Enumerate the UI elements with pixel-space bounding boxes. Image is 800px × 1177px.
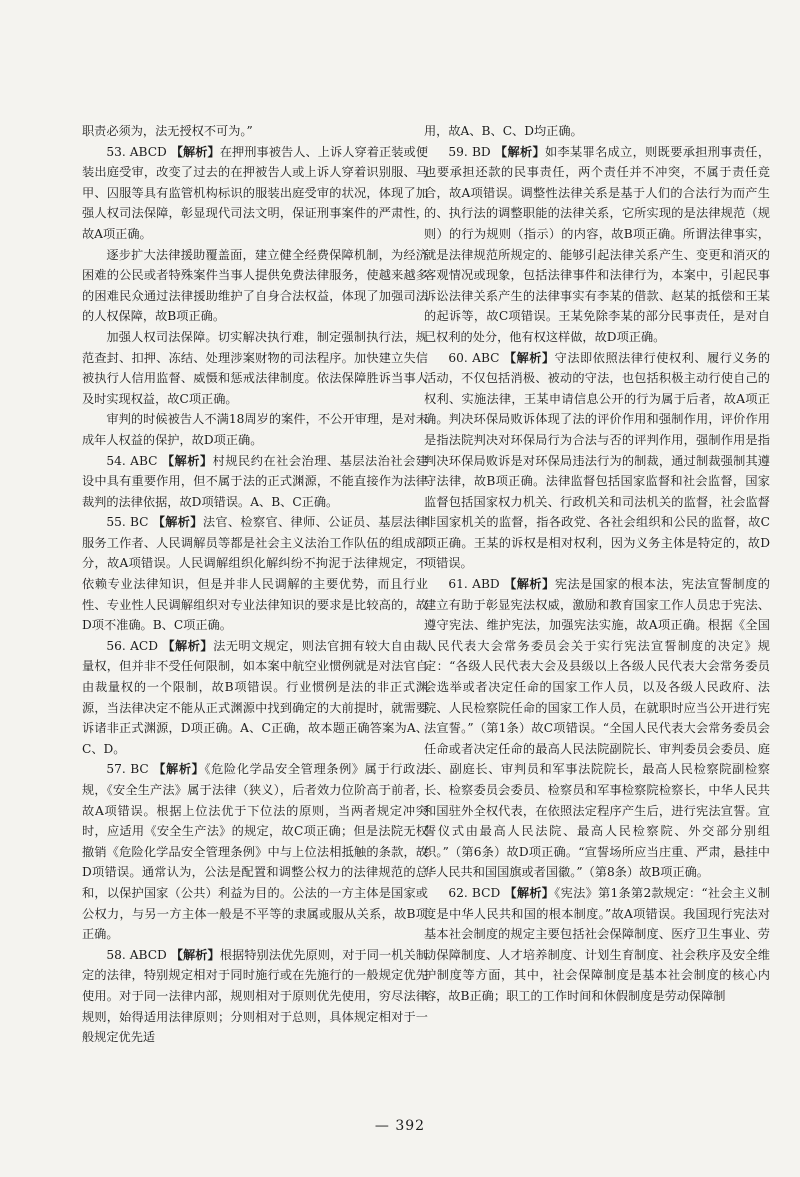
answer-key: 55. BC: [106, 515, 153, 530]
answer-key: 60. ABC: [448, 350, 504, 365]
analysis-tag: 【解析】: [170, 947, 220, 962]
analysis-tag: 【解析】: [170, 144, 220, 159]
left-column: [82, 121, 428, 1048]
paragraph-text: 审判的时候被告人不满18周岁的案件，不公开审理，是对未成年人权益的保护，故D项正确。: [82, 412, 428, 447]
paragraph: [424, 348, 770, 575]
analysis-text: 宪法是国家的根本法，宪法宣誓制度的建立有助于彰显宪法权威，激励和教育国家工作人员忠于宪法、遵守宪法、维护宪法，加强宪法实施，故A项正确。根据《全国人民代表大会常务委员会关于实行宪法宣誓制度的决定》规定：“各级人民代表大会及县级以上各级人民代表大会常务委员会选举或者决定任命的国家工作人员，以及各级人民政府、法院、人民检察院任命的国家工作人员，在就职时应当公开进行宪法宣誓。”（第1条）故C项错误。“全国人民代表大会常务委员会任命或者决定任命的最高人民法院副院长、审判委员会委员、庭长、副庭长、审判员和军事法院院长，最高人民检察院副检察长、检察委员会委员、检察员和军事检察院检察长，中华人民共和国驻外全权代表，在依照法定程序产生后，进行宪法宣誓。宣誓仪式由最高人民法院、最高人民检察院、外交部分别组织。”（第6条）故D项正确。“宣誓场所应当庄重、严肃，悬挂中华人民共和国国旗或者国徽。”（第8条）故B项正确。: [424, 577, 770, 880]
analysis-text: 法无明文规定，则法官拥有较大自由裁量权，但并非不受任何限制，如本案中航空业惯例就是对法官自由裁量权的一个限制，故B项错误。行业惯例是法的非正式渊源，当法律决定不能从正式渊源中找到确定的大前提时，就需要诉诸非正式渊源，D项正确。A、C正确，故本题正确答案为A、C、D。: [82, 638, 429, 756]
analysis-text: 村规民约在社会治理、基层法治社会建设中具有重要作用，但不属于法的正式渊源，不能直接作为法律裁判的法律依据，故D项错误。A、B、C正确。: [82, 453, 429, 509]
paragraph: [82, 945, 428, 1048]
answer-key: 53. ABCD: [106, 144, 171, 159]
analysis-tag: 【解析】: [162, 638, 214, 653]
analysis-tag: 【解析】: [504, 577, 555, 592]
page-number: — 392: [374, 1118, 426, 1134]
answer-key: 58. ABCD: [106, 947, 171, 962]
answer-key: 57. BC: [106, 762, 154, 777]
analysis-tag: 【解析】: [503, 350, 555, 365]
analysis-tag: 【解析】: [504, 885, 555, 900]
analysis-tag: 【解析】: [494, 144, 545, 159]
paragraph: [424, 121, 770, 142]
analysis-text: 法官、检察官、律师、公证员、基层法律服务工作者、人民调解员等都是社会主义法治工作队伍的组成部分，故A项错误。人民调解组织化解纠纷不拘泥于法律规定，不依赖专业法律知识，但是并非人民调解的主要优势，而且行业性、专业性人民调解组织对专业法律知识的要求是比较高的，故D项不准确。B、C项正确。: [82, 515, 429, 633]
paragraph: [82, 142, 428, 245]
analysis-text: 如李某罪名成立，则既要承担刑事责任，也要承担还款的民事责任，两个责任并不冲突，不属于责任竞合，故A项错误。调整性法律关系是基于人们的合法行为而产生的、执行法的调整职能的法律关系，它所实现的是法律规范（规则）的行为规则（指示）的内容，故B项正确。所谓法律事实，就是法律规范所规定的、能够引起法律关系产生、变更和消灭的客观情况或现象，包括法律事件和法律行为，本案中，引起民事诉讼法律关系产生的法律事实有李某的借款、赵某的抵偿和王某的起诉等，故C项错误。王某免除李某的部分民事责任，是对自己权利的处分，他有权这样做，故D项正确。: [424, 144, 771, 344]
answer-key: 56. ACD: [106, 638, 163, 653]
paragraph: [424, 142, 770, 348]
paragraph-text: 逐步扩大法律援助覆盖面，建立健全经费保障机制，为经济困难的公民或者特殊案件当事人提供免费法律服务，使越来越多的困难民众通过法律援助维护了自身合法权益，体现了加强司法的人权保障，故B项正确。: [82, 247, 428, 324]
paragraph: [82, 759, 428, 944]
paragraph: [82, 121, 428, 142]
analysis-tag: 【解析】: [161, 453, 213, 468]
paragraph: [82, 409, 428, 450]
analysis-tag: 【解析】: [152, 515, 203, 530]
answer-key: 54. ABC: [106, 453, 162, 468]
analysis-text: 根据特别法优先原则，对于同一机关制定的法律，特别规定相对于同时施行或在先施行的一般规定优先使用。对于同一法律内部，规则相对于原则优先使用，穷尽法律规则，始得适用法律原则；分则相对于总则，具体规定相对于一般规定优先适: [82, 947, 428, 1045]
analysis-tag: 【解析】: [153, 762, 205, 777]
right-column: [424, 121, 770, 1007]
paragraph: [82, 327, 428, 409]
paragraph: [424, 574, 770, 883]
paragraph: [82, 451, 428, 513]
analysis-text: 《宪法》第1条第2款规定：“社会主义制度是中华人民共和国的根本制度。”故A项错误。我国现行宪法对基本社会制度的规定主要包括社会保障制度、医疗卫生事业、劳动保障制度、人才培养制度、计划生育制度、社会秩序及安全维护制度等方面，其中，社会保障制度是基本社会制度的核心内容，故B正确；职工的工作时间和休假制度是劳动保障制: [424, 885, 771, 1003]
paragraph-text: 加强人权司法保障。切实解决执行难，制定强制执行法，规范查封、扣押、冻结、处理涉案财物的司法程序。加快建立失信被执行人信用监督、威慑和惩戒法律制度。依法保障胜诉当事人及时实现权益，故C项正确。: [82, 329, 428, 406]
answer-key: 59. BD: [448, 144, 495, 159]
analysis-text: 在押刑事被告人、上诉人穿着正装或便装出庭受审，改变了过去的在押被告人或上诉人穿着识别服、马甲、囚服等具有监管机构标识的服装出庭受审的状况，体现了加强人权司法保障，彰显现代司法文明，保证刑事案件的严肃性，故A项正确。: [82, 144, 428, 241]
paragraph: [82, 245, 428, 327]
analysis-text: 《危险化学品安全管理条例》属于行政法规，《安全生产法》属于法律（狭义），后者效力位阶高于前者，故A项错误。根据上位法优于下位法的原则，当两者规定冲突时，应适用《安全生产法》的规定，故C项正确；但是法院无权撤销《危险化学品安全管理条例》中与上位法相抵触的条款，故D项错误。通常认为，公法是配置和调整公权力的法律规范的总和，以保护国家（公共）利益为目的。公法的一方主体是国家或公权力，与另一方主体一般是不平等的隶属或服从关系，故B项正确。: [82, 762, 429, 942]
paragraph-text: 职责必须为，法无授权不可为。”: [82, 124, 253, 138]
paragraph: [82, 636, 428, 760]
paragraph: [82, 512, 428, 636]
answer-key: 62. BCD: [448, 885, 505, 900]
analysis-text: 守法即依照法律行使权利、履行义务的活动，不仅包括消极、被动的守法，也包括积极主动行使自己的权利、实施法律，王某申请信息公开的行为属于后者，故A项正确。判决环保局败诉体现了法的评价作用和强制作用，评价作用是指法院判决对环保局行为合法与否的评判作用，强制作用是指判决环保局败诉是对环保局违法行为的制裁，通过制裁强制其遵守法律，故B项正确。法律监督包括国家监督和社会监督，国家监督包括国家权力机关、行政机关和司法机关的监督，社会监督非国家机关的监督，指各政党、各社会组织和公民的监督，故C项正确。王某的诉权是相对权利，因为义务主体是特定的，故D项错误。: [424, 350, 771, 571]
answer-key: 61. ABD: [448, 577, 505, 592]
paragraph: [424, 883, 770, 1007]
paragraph-text: 用，故A、B、C、D均正确。: [424, 124, 583, 138]
